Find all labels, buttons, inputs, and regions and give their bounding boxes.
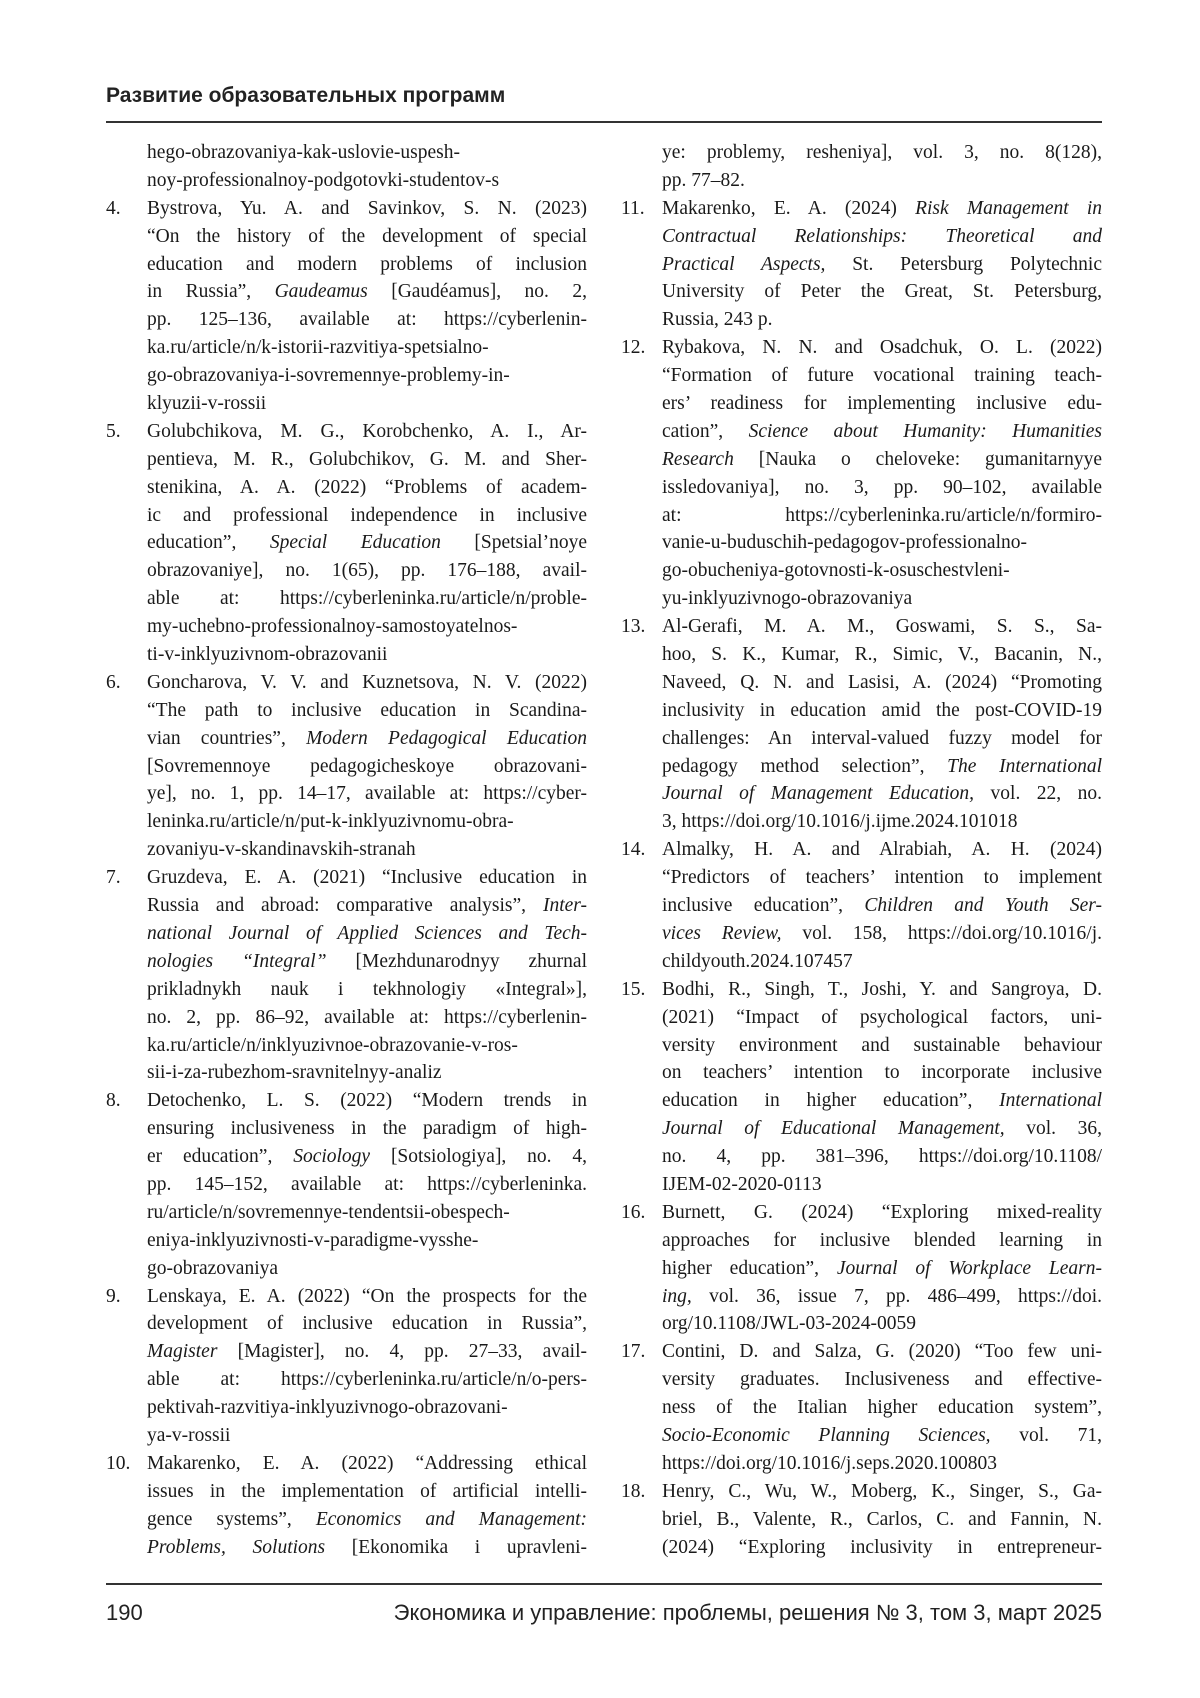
text-segment: versity environment and sustainable behaviour xyxy=(662,1035,1102,1056)
reference-number: 15. xyxy=(621,976,645,1004)
reference-number: 14. xyxy=(621,836,645,864)
reference-line xyxy=(147,1450,587,1478)
text-segment: Golubchikova, M. G., Korobchenko, A. I., Ar- xyxy=(147,421,587,442)
text-segment: Detochenko, L. S. (2022) “Modern trends in xyxy=(147,1090,587,1111)
text-segment: able at: https://cyberleninka.ru/article/n/proble- xyxy=(147,588,587,609)
reference-line xyxy=(147,753,587,781)
reference-number: 9. xyxy=(106,1283,121,1311)
text-segment: IJEM-02-2020-0113 xyxy=(662,1174,822,1195)
text-segment: childyouth.2024.107457 xyxy=(662,951,853,972)
reference-line xyxy=(662,334,1102,362)
reference-line xyxy=(147,1059,587,1087)
text-segment: “On the history of the development of special xyxy=(147,226,587,247)
text-segment: ka.ru/article/n/k-istorii-razvitiya-spetsialno- xyxy=(147,337,489,358)
reference-line xyxy=(147,390,587,418)
text-segment: ness of the Italian higher education system”, xyxy=(662,1397,1102,1418)
reference-line xyxy=(662,1227,1102,1255)
text-segment: Burnett, G. (2024) “Exploring mixed-reality xyxy=(662,1202,1102,1223)
reference-line xyxy=(662,697,1102,725)
reference-line xyxy=(662,1199,1102,1227)
text-segment: Naveed, Q. N. and Lasisi, A. (2024) “Promoting xyxy=(662,672,1102,693)
italic-title: Science about Humanity: Humanities xyxy=(749,421,1102,442)
reference-line xyxy=(147,1087,587,1115)
reference-line xyxy=(147,641,587,669)
reference-line xyxy=(662,1366,1102,1394)
reference-line xyxy=(662,1283,1102,1311)
reference-line xyxy=(662,1478,1102,1506)
text-segment: go-obrazovaniya xyxy=(147,1258,278,1279)
text-segment: 3, https://doi.org/10.1016/j.ijme.2024.101018 xyxy=(662,811,1018,832)
italic-title: Research xyxy=(662,449,734,470)
reference-line xyxy=(662,1059,1102,1087)
reference-line xyxy=(662,390,1102,418)
reference-line xyxy=(147,195,587,223)
reference-line xyxy=(662,1143,1102,1171)
reference-line xyxy=(147,223,587,251)
reference-line xyxy=(147,1338,587,1366)
reference-line xyxy=(662,1115,1102,1143)
reference-line xyxy=(147,585,587,613)
reference-item xyxy=(106,1283,587,1450)
reference-line xyxy=(662,892,1102,920)
reference-line xyxy=(662,641,1102,669)
text-segment: in Russia”, xyxy=(147,281,275,302)
reference-line xyxy=(662,1087,1102,1115)
reference-line xyxy=(662,920,1102,948)
text-segment: Russia, 243 p. xyxy=(662,309,773,330)
reference-line xyxy=(662,278,1102,306)
reference-line xyxy=(147,1394,587,1422)
reference-line xyxy=(662,223,1102,251)
references-column-left xyxy=(106,139,587,1561)
text-segment: ye], no. 1, pp. 14–17, available at: https://cyber- xyxy=(147,783,587,804)
text-segment: St. Petersburg Polytechnic xyxy=(825,254,1102,275)
italic-title: ing, xyxy=(662,1286,692,1307)
text-segment: sii-i-za-rubezhom-sravnitelnyy-analiz xyxy=(147,1062,442,1083)
reference-line xyxy=(147,167,587,195)
reference-line xyxy=(147,334,587,362)
reference-line xyxy=(662,976,1102,1004)
text-segment: education”, xyxy=(147,532,270,553)
text-segment: [Gaudéamus], no. 2, xyxy=(368,281,587,302)
text-segment: klyuzii-v-rossii xyxy=(147,393,266,414)
italic-title: Modern Pedagogical Education xyxy=(306,728,587,749)
text-segment: cation”, xyxy=(662,421,749,442)
reference-line xyxy=(147,278,587,306)
journal-info: Экономика и управление: проблемы, решения № 3, том 3, март 2025 xyxy=(394,1600,1102,1626)
text-segment: vanie-u-buduschih-pedagogov-professionalno- xyxy=(662,532,1027,553)
reference-line xyxy=(147,1366,587,1394)
reference-number: 11. xyxy=(621,195,645,223)
text-segment: [Magister], no. 4, pp. 27–33, avail- xyxy=(217,1341,587,1362)
text-segment: Lenskaya, E. A. (2022) “On the prospects for the xyxy=(147,1286,587,1307)
reference-line xyxy=(662,1338,1102,1366)
reference-line xyxy=(147,697,587,725)
reference-item xyxy=(621,836,1102,975)
reference-number: 10. xyxy=(106,1450,130,1478)
italic-title: The International xyxy=(947,756,1102,777)
text-segment: ers’ readiness for implementing inclusive edu- xyxy=(662,393,1102,414)
text-segment: vian countries”, xyxy=(147,728,306,749)
reference-line xyxy=(147,1506,587,1534)
reference-number: 16. xyxy=(621,1199,645,1227)
reference-line xyxy=(662,446,1102,474)
reference-number: 13. xyxy=(621,613,645,641)
text-segment: pp. 125–136, available at: https://cyberlenin- xyxy=(147,309,587,330)
reference-line xyxy=(147,669,587,697)
reference-line xyxy=(147,1171,587,1199)
text-segment: Goncharova, V. V. and Kuznetsova, N. V. (2022) xyxy=(147,672,587,693)
text-segment: “Predictors of teachers’ intention to implement xyxy=(662,867,1102,888)
reference-line xyxy=(662,1450,1102,1478)
text-segment: approaches for inclusive blended learning in xyxy=(662,1230,1102,1251)
reference-item xyxy=(106,418,587,669)
italic-title: Problems, Solutions xyxy=(147,1537,325,1558)
italic-title: Socio-Economic Planning Sciences, xyxy=(662,1425,991,1446)
reference-line xyxy=(662,1534,1102,1562)
reference-item xyxy=(621,139,1102,195)
reference-line xyxy=(147,725,587,753)
reference-item xyxy=(106,1450,587,1562)
text-segment: University of Peter the Great, St. Petersburg, xyxy=(662,281,1102,302)
reference-item xyxy=(106,139,587,195)
text-segment: org/10.1108/JWL-03-2024-0059 xyxy=(662,1313,916,1334)
references-column-right xyxy=(621,139,1102,1561)
text-segment: Bystrova, Yu. A. and Savinkov, S. N. (2023) xyxy=(147,198,587,219)
text-segment: (2021) “Impact of psychological factors, uni- xyxy=(662,1007,1102,1028)
text-segment: pentieva, M. R., Golubchikov, G. M. and Sher- xyxy=(147,449,587,470)
reference-line xyxy=(662,529,1102,557)
text-segment: eniya-inklyuzivnosti-v-paradigme-vysshe- xyxy=(147,1230,478,1251)
italic-title: Magister xyxy=(147,1341,217,1362)
italic-title: Gaudeamus xyxy=(275,281,368,302)
italic-title: national Journal of Applied Sciences and Tech- xyxy=(147,923,587,944)
reference-item xyxy=(621,613,1102,836)
reference-line xyxy=(662,669,1102,697)
text-segment: vol. 158, https://doi.org/10.1016/j. xyxy=(782,923,1102,944)
reference-line xyxy=(147,1283,587,1311)
text-segment: pp. 145–152, available at: https://cyberleninka. xyxy=(147,1174,587,1195)
text-segment: Makarenko, E. A. (2024) xyxy=(662,198,915,219)
reference-line xyxy=(147,892,587,920)
reference-line xyxy=(147,864,587,892)
text-segment: pektivah-razvitiya-inklyuzivnogo-obrazovani- xyxy=(147,1397,508,1418)
italic-title: Journal of Management Education, xyxy=(662,783,974,804)
reference-line xyxy=(662,251,1102,279)
text-segment: hoo, S. K., Kumar, R., Simic, V., Bacanin, N., xyxy=(662,644,1102,665)
text-segment: go-obrazovaniya-i-sovremennye-problemy-in- xyxy=(147,365,510,386)
text-segment: (2024) “Exploring inclusivity in entrepreneur- xyxy=(662,1537,1102,1558)
text-segment: zovaniyu-v-skandinavskih-stranah xyxy=(147,839,416,860)
reference-item xyxy=(621,334,1102,613)
text-segment: hego-obrazovaniya-kak-uslovie-uspesh- xyxy=(147,142,460,163)
text-segment: inclusive education”, xyxy=(662,895,864,916)
text-segment: Almalky, H. A. and Alrabiah, A. H. (2024) xyxy=(662,839,1102,860)
italic-title: Sociology xyxy=(293,1146,370,1167)
reference-line xyxy=(147,306,587,334)
reference-number: 12. xyxy=(621,334,645,362)
text-segment: noy-professionalnoy-podgotovki-studentov-s xyxy=(147,170,499,191)
text-segment: Contini, D. and Salza, G. (2020) “Too few uni- xyxy=(662,1341,1102,1362)
text-segment: https://doi.org/10.1016/j.seps.2020.100803 xyxy=(662,1453,997,1474)
text-segment: issledovaniya], no. 3, pp. 90–102, available xyxy=(662,477,1102,498)
text-segment: gence systems”, xyxy=(147,1509,316,1530)
reference-line xyxy=(662,362,1102,390)
italic-title: Children and Youth Ser- xyxy=(864,895,1102,916)
text-segment: Al-Gerafi, M. A. M., Goswami, S. S., Sa- xyxy=(662,616,1102,637)
text-segment: on teachers’ intention to incorporate inclusive xyxy=(662,1062,1102,1083)
text-segment: ensuring inclusiveness in the paradigm of high- xyxy=(147,1118,587,1139)
reference-line xyxy=(662,1506,1102,1534)
reference-line xyxy=(662,557,1102,585)
reference-line xyxy=(147,1143,587,1171)
text-segment: ye: problemy, resheniya], vol. 3, no. 8(128), xyxy=(662,142,1102,163)
reference-line xyxy=(147,948,587,976)
reference-line xyxy=(662,725,1102,753)
reference-line xyxy=(662,753,1102,781)
text-segment: my-uchebno-professionalnoy-samostoyatelnos- xyxy=(147,616,517,637)
reference-line xyxy=(662,864,1102,892)
text-segment: briel, B., Valente, R., Carlos, C. and Fannin, N. xyxy=(662,1509,1102,1530)
reference-item xyxy=(106,864,587,1087)
reference-line xyxy=(147,1255,587,1283)
text-segment: vol. 22, no. xyxy=(974,783,1102,804)
reference-line xyxy=(147,557,587,585)
reference-number: 8. xyxy=(106,1087,121,1115)
italic-title: Economics and Management: xyxy=(316,1509,587,1530)
text-segment: Rybakova, N. N. and Osadchuk, O. L. (2022) xyxy=(662,337,1102,358)
reference-line xyxy=(147,613,587,641)
italic-title: Risk Management in xyxy=(915,198,1102,219)
reference-number: 18. xyxy=(621,1478,645,1506)
reference-line xyxy=(147,1004,587,1032)
reference-line xyxy=(662,167,1102,195)
text-segment: pedagogy method selection”, xyxy=(662,756,947,777)
reference-line xyxy=(147,1534,587,1562)
reference-line xyxy=(662,306,1102,334)
italic-title: Journal of Workplace Learn- xyxy=(837,1258,1102,1279)
reference-line xyxy=(147,1115,587,1143)
page-footer xyxy=(106,1600,1102,1626)
text-segment: prikladnykh nauk i tekhnologiy «Integral»], xyxy=(147,979,587,1000)
text-segment: education in higher education”, xyxy=(662,1090,999,1111)
reference-line xyxy=(147,474,587,502)
reference-number: 17. xyxy=(621,1338,645,1366)
text-segment: versity graduates. Inclusiveness and effective- xyxy=(662,1369,1102,1390)
text-segment: ru/article/n/sovremennye-tendentsii-obespech- xyxy=(147,1202,510,1223)
text-segment: ka.ru/article/n/inklyuzivnoe-obrazovanie-v-ros- xyxy=(147,1035,518,1056)
reference-line xyxy=(662,474,1102,502)
reference-line xyxy=(662,1171,1102,1199)
section-title: Развитие образовательных программ xyxy=(106,84,505,108)
text-segment: no. 2, pp. 86–92, available at: https://cyberlenin- xyxy=(147,1007,587,1028)
text-segment: ya-v-rossii xyxy=(147,1425,230,1446)
reference-number: 4. xyxy=(106,195,121,223)
reference-line xyxy=(662,613,1102,641)
reference-line xyxy=(662,836,1102,864)
text-segment: no. 4, pp. 381–396, https://doi.org/10.1108/ xyxy=(662,1146,1102,1167)
reference-line xyxy=(147,529,587,557)
text-segment: [Spetsial’noye xyxy=(441,532,587,553)
text-segment: [Mezhdunarodnyy zhurnal xyxy=(327,951,587,972)
text-segment: Russia and abroad: comparative analysis”, xyxy=(147,895,543,916)
reference-item xyxy=(621,976,1102,1199)
text-segment: education and modern problems of inclusion xyxy=(147,254,587,275)
reference-line xyxy=(662,1255,1102,1283)
reference-line xyxy=(147,418,587,446)
reference-item xyxy=(106,669,587,864)
text-segment: higher education”, xyxy=(662,1258,837,1279)
reference-line xyxy=(147,976,587,1004)
reference-item xyxy=(621,1478,1102,1562)
reference-item xyxy=(621,1338,1102,1477)
reference-line xyxy=(662,1310,1102,1338)
reference-line xyxy=(662,195,1102,223)
text-segment: vol. 36, xyxy=(1005,1118,1102,1139)
reference-line xyxy=(662,1032,1102,1060)
text-segment: yu-inklyuzivnogo-obrazovaniya xyxy=(662,588,912,609)
reference-line xyxy=(147,502,587,530)
text-segment: Makarenko, E. A. (2022) “Addressing ethical xyxy=(147,1453,587,1474)
reference-line xyxy=(662,585,1102,613)
reference-number: 6. xyxy=(106,669,121,697)
text-segment: Henry, C., Wu, W., Moberg, K., Singer, S., Ga- xyxy=(662,1481,1102,1502)
italic-title: Inter- xyxy=(543,895,587,916)
text-segment: issues in the implementation of artificial intelli- xyxy=(147,1481,587,1502)
italic-title: International xyxy=(999,1090,1102,1111)
page-number: 190 xyxy=(106,1600,143,1626)
reference-line xyxy=(662,1394,1102,1422)
reference-line xyxy=(147,1310,587,1338)
reference-line xyxy=(147,1227,587,1255)
text-segment: Gruzdeva, E. A. (2021) “Inclusive education in xyxy=(147,867,587,888)
text-segment: “The path to inclusive education in Scandina- xyxy=(147,700,587,721)
reference-line xyxy=(147,780,587,808)
header-divider xyxy=(106,121,1102,123)
text-segment: development of inclusive education in Russia”, xyxy=(147,1313,587,1334)
reference-line xyxy=(662,418,1102,446)
reference-number: 5. xyxy=(106,418,121,446)
italic-title: vices Review, xyxy=(662,923,782,944)
reference-line xyxy=(147,808,587,836)
text-segment: pp. 77–82. xyxy=(662,170,745,191)
reference-line xyxy=(147,836,587,864)
italic-title: nologies “Integral” xyxy=(147,951,327,972)
reference-item xyxy=(621,1199,1102,1338)
text-segment: [Nauka o cheloveke: gumanitarnyye xyxy=(734,449,1102,470)
italic-title: Contractual Relationships: Theoretical and xyxy=(662,226,1102,247)
text-segment: obrazovaniye], no. 1(65), pp. 176–188, avail- xyxy=(147,560,587,581)
reference-item xyxy=(106,1087,587,1282)
text-segment: stenikina, A. A. (2022) “Problems of academ- xyxy=(147,477,587,498)
reference-line xyxy=(662,780,1102,808)
reference-line xyxy=(662,139,1102,167)
text-segment: able at: https://cyberleninka.ru/article/n/o-pers- xyxy=(147,1369,587,1390)
text-segment: [Sotsiologiya], no. 4, xyxy=(370,1146,587,1167)
text-segment: at: https://cyberleninka.ru/article/n/formiro- xyxy=(662,505,1102,526)
reference-line xyxy=(662,1422,1102,1450)
text-segment: [Sovremennoye pedagogicheskoye obrazovani- xyxy=(147,756,587,777)
reference-line xyxy=(147,920,587,948)
footer-divider xyxy=(106,1583,1102,1585)
italic-title: Special Education xyxy=(270,532,441,553)
text-segment: inclusivity in education amid the post-COVID-19 xyxy=(662,700,1102,721)
reference-line xyxy=(147,1032,587,1060)
text-segment: er education”, xyxy=(147,1146,293,1167)
text-segment: “Formation of future vocational training teach- xyxy=(662,365,1102,386)
reference-line xyxy=(147,1199,587,1227)
italic-title: Practical Aspects, xyxy=(662,254,825,275)
reference-number: 7. xyxy=(106,864,121,892)
text-segment: leninka.ru/article/n/put-k-inklyuzivnomu-obra- xyxy=(147,811,514,832)
reference-line xyxy=(147,362,587,390)
text-segment: [Ekonomika i upravleni- xyxy=(325,1537,587,1558)
text-segment: go-obucheniya-gotovnosti-k-osuschestvleni- xyxy=(662,560,1010,581)
text-segment: ti-v-inklyuzivnom-obrazovanii xyxy=(147,644,387,665)
reference-line xyxy=(662,502,1102,530)
text-segment: vol. 36, issue 7, pp. 486–499, https://doi. xyxy=(692,1286,1102,1307)
text-segment: Bodhi, R., Singh, T., Joshi, Y. and Sangroya, D. xyxy=(662,979,1102,1000)
reference-item xyxy=(106,195,587,418)
text-segment: ic and professional independence in inclusive xyxy=(147,505,587,526)
reference-line xyxy=(147,139,587,167)
reference-line xyxy=(147,1422,587,1450)
reference-item xyxy=(621,195,1102,334)
reference-line xyxy=(147,251,587,279)
text-segment: vol. 71, xyxy=(991,1425,1102,1446)
reference-line xyxy=(662,1004,1102,1032)
reference-line xyxy=(662,948,1102,976)
reference-line xyxy=(147,446,587,474)
reference-line xyxy=(662,808,1102,836)
italic-title: Journal of Educational Management, xyxy=(662,1118,1005,1139)
text-segment: challenges: An interval-valued fuzzy model for xyxy=(662,728,1102,749)
reference-line xyxy=(147,1478,587,1506)
